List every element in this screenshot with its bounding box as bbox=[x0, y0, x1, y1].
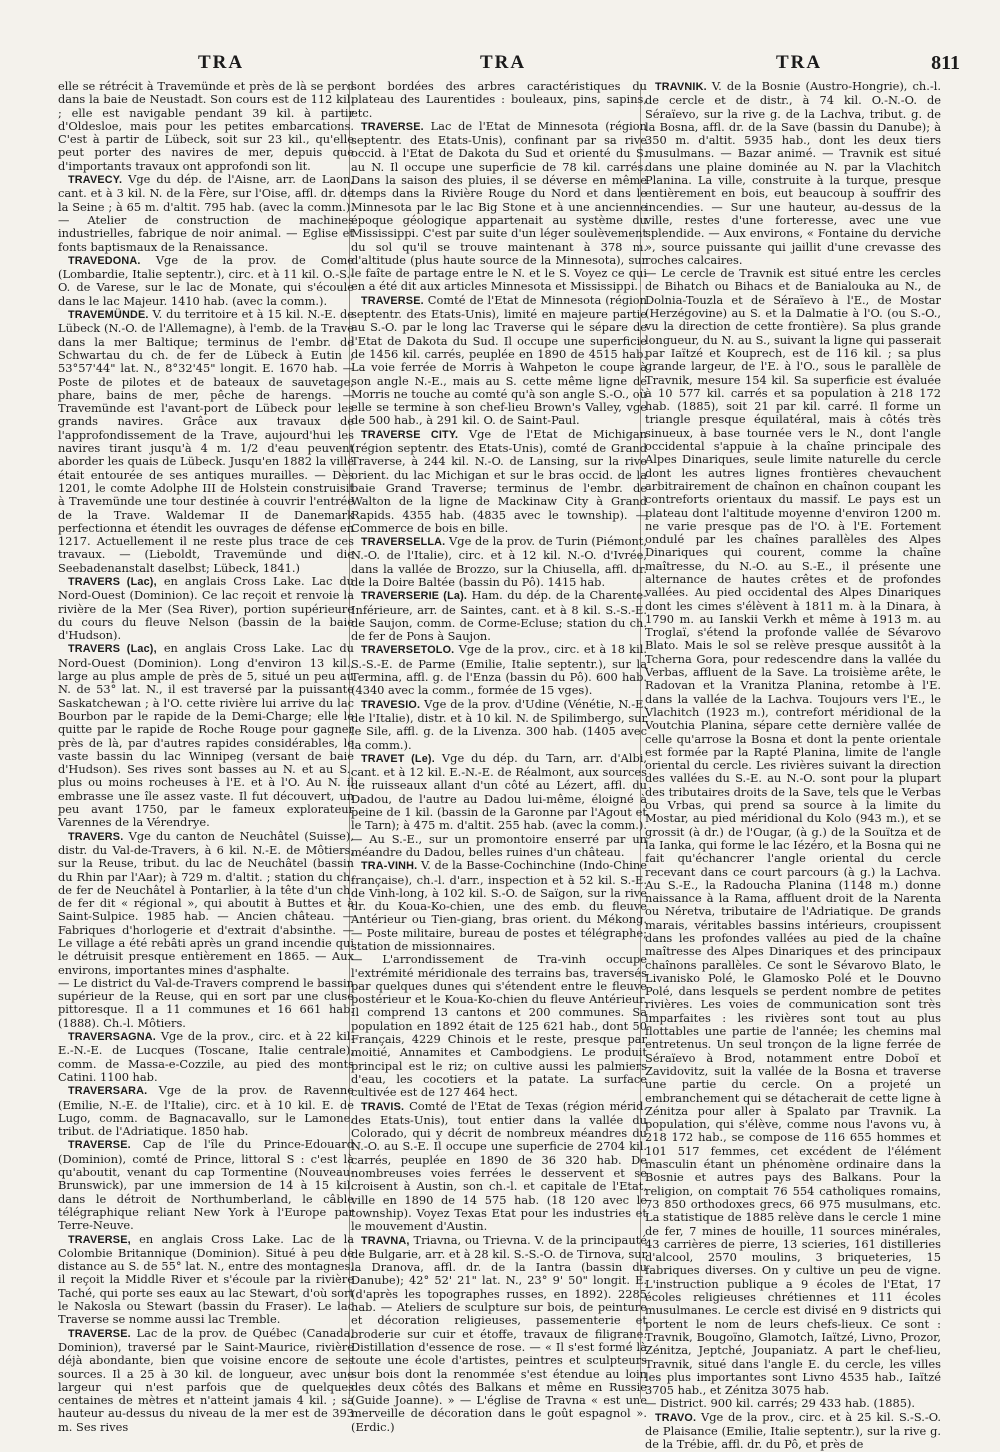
entry-headword: TRAVERS. bbox=[68, 830, 124, 843]
dictionary-entry bbox=[351, 294, 647, 428]
entry-text: elle se rétrécit à Travemünde et près de là se perd dans la baie de Neustadt. Son cours est de 112 kil. ; elle est navigable pendant 39 kil. à partir d'Oldesloe, mais pour les petites embarcations. C'est à partir de Lübeck, soit sur 23 kil., qu'elle peut porter des navires de mer, depuis que d'importants travaux ont approfondi son lit. bbox=[58, 79, 354, 173]
entry-text: Vge de la prov., circ. et à 25 kil. S.-S.-O. de Plaisance (Emilie, Italie septentr.), sur la rive g. de la Trébie, affl. dr. du Pô, et près de bbox=[645, 1409, 941, 1452]
dictionary-entry bbox=[58, 254, 354, 308]
entry-text: — Le cercle de Travnik est situé entre les cercles de Bihatch ou Bihacs et de Banialouka au N., de Dolnia-Touzla et de Séraïevo à l'E., de Mostar (Herzégovine) au S. et la Dalmatie à l'O. (ou S.-O., vu la direction de cette frontière). Sa plus grande longueur, du N. au S., suivant la ligne qui passerait par Iaïtzé et Kouprech, est de 116 kil. ; sa plus grande largeur, de l'E. à l'O., sous le parallèle de Travnik, mesure 154 kil. Sa superficie est évaluée à 10 577 kil. carrés et sa population à 218 172 hab. (1885), soit 21 par kil. carré. Il forme un triangle presque équilatéral, mais à côtés très sinueux, à base tournée vers le N., dont l'angle occidental s'appuie à la chaîne principale des Alpes Dinariques, seule limite naturelle du cercle dont les autres lignes frontières chevauchent arbitrairement de chaînon en chaînon coupant les contreforts orientaux du massif. Le pays est un plateau dont l'altitude moyenne d'environ 1200 m. ne varie presque pas de l'O. à l'E. Fortement ondulé par les chaînes parallèles des Alpes Dinariques qui courent, comme la chaîne maîtresse, du N.-O. au S.-E., il présente une alternance de hautes crêtes et de profondes vallées. Au pied occidental des Alpes Dinariques dont les cimes s'élèvent à 1811 m. à la Dinara, à 1790 m. au Ianskii Verkh et même à 1913 m. au Troglaï, s'étend la profonde vallée de Sévarovo Blato. Mais le sol se relève presque aussitôt à la Tcherna Gora, pour redescendre dans la vallée du Verbas, affluent de la Save. La troisième arête, le Radovan et la Vranitza Planina, retombe à l'E. dans la vallée de la Lachva. Toujours vers l'E., le Vlachitch (1923 m.), contrefort méridional de la Voutchia Planina, sépare cette dernière vallée de celle qu'arrose la Bosna et dont la pente orientale est formée par la Rapté Planina, limite de l'angle oriental du cercle. Les rivières suivant la direction des vallées du S.-E. au N.-O. sont pour la plupart des tributaires droits de la Save, tels que le Verbas ou Vrbas, qui prend sa source à la limite du Mostar, au pied méridional du Kolo (943 m.), et se grossit (à dr.) de l'Ougar, (à g.) de la Souïtza et de la Ianka, qui forme le lac Iézéro, et la Bosna qui ne fait qu'échancrer l'angle oriental du cercle recevant dans ce court parcours (à g.) la Lachva. Au S.-E., la Radoucha Planina (1148 m.) donne naissance à la Rama, affluent droit de la Narenta ou Néretva, tributaire de l'Adriatique. De grands marais, véritables bassins intérieurs, croupissent dans les profondes vallées au pied de la chaîne maîtresse des Alpes Dinariques et des principaux chaînons parallèles. Ce sont le Sévarovo Blato, le Livanisko Polé, le Glamosko Polé et le Douvno Polé, dans lesquels se perdent nombre de petites rivières. Les voies de communication sont très imparfaites : les rivières sont tout au plus flottables une partie de l'année; les chemins mal entretenus. Un seul tronçon de la ligne ferrée de Séraïevo à Brod, notamment entre Doboï et Zavidovitz, suit la vallée de la Bosna et traverse une partie du cercle. On a projeté un embranchement qui se détacherait de cette ligne à Zénitza pour aller à Spalato par Travnik. La population, qui s'élève, comme nous l'avons vu, à 218 172 hab., se compose de 116 655 hommes et 101 517 femmes, cet excédent de l'élément masculin étant un phénomène ordinaire dans la Bosnie et autres pays des Balkans. Pour la religion, on comptait 76 554 catholiques romains, 73 850 orthodoxes grecs, 66 975 musulmans, etc. La statistique de 1885 relève dans le cercle 1 mine de fer, 7 mines de houille, 11 sources minérales, 43 carrières de pierre, 13 scieries, 161 distilleries d'alcool, 2570 moulins, 3 briqueteries, 15 fabriques diverses. On y cultive un peu de vigne. L'instruction publique a 9 écoles de l'Etat, 17 écoles religieuses chrétiennes et 111 écoles musulmanes. Le cercle est divisé en 9 districts qui portent le nom de leurs chefs-lieux. Ce sont : Travnik, Bougoïno, Glamotch, Iaïtzé, Livno, Prozor, Zénitza, Jeptché, Joupaniatz. A part le chef-lieu, Travnik, situé dans l'angle E. du cercle, les villes les plus importantes sont Livno 4535 hab., Iaïtzé 3705 hab., et Zénitza 3075 hab. bbox=[645, 266, 941, 1398]
dictionary-entry bbox=[645, 1411, 941, 1452]
dictionary-entry bbox=[645, 80, 941, 267]
dictionary-entry bbox=[351, 1234, 647, 1434]
dictionary-entry bbox=[645, 1397, 941, 1410]
entry-headword: TRAVERSE. bbox=[68, 1327, 131, 1340]
dictionary-entry bbox=[351, 80, 647, 120]
dictionary-entry bbox=[351, 589, 647, 643]
dictionary-entry bbox=[58, 1084, 354, 1138]
entry-headword: TRAVIS. bbox=[361, 1100, 405, 1113]
entry-headword: TRAVEMÜNDE. bbox=[68, 309, 149, 322]
entry-headword: TRAVERSE. bbox=[68, 1139, 131, 1152]
dictionary-entry bbox=[351, 535, 647, 589]
entry-text: Triavna, ou Trievna. V. de la principauté de Bulgarie, arr. et à 28 kil. S.-S.-O. de Tirnova, sur la Dranova, affl. dr. de la Iantra (bassin du Danube); 42° 52' 21" lat. N., 23° 9' 50" longit. E. (d'après les topographes russes, en 1892). 2285 hab. — Ateliers de sculpture sur bois, de peinture et décoration religieuses, passementerie et broderie sur cuir et étoffe, travaux de filigrane. Distillation d'essence de rose. — « Il s'est formé là toute une école d'artistes, peintres et sculpteurs sur bois dont la renommée s'est étendue au loin des deux côtés des Balkans et même en Russie (Guide Joanne). » — L'église de Travna « est une merveille de décoration dans le goût espagnol ». (Erdic.) bbox=[351, 1232, 648, 1434]
entry-text: en anglais Cross Lake. Lac du Nord-Ouest (Dominion). Ce lac reçoit et renvoie la rivière de la Mer (Sea River), portion supérieure du cours du fleuve Nelson (bassin de la baie d'Hudson). bbox=[58, 573, 355, 643]
entry-headword: TRAVESIO. bbox=[361, 698, 421, 711]
entry-headword: TRAVERSE, bbox=[68, 1233, 131, 1246]
entry-text: Lac de l'Etat de Minnesota (région septentr. des Etats-Unis), confinant par sa rive occid. à l'Etat de Dakota du Sud et orienté du S. au N. Il occupe une superficie de 78 kil. carrés. Dans la saison des pluies, il se déverse en même temps dans la Rivière Rouge du Nord et dans le Minnesota par le lac Big Stone et à une ancienne époque géologique appartenait au système du Mississippi. C'est par suite d'un léger soulèvement du sol qu'il se trouve maintenant à 378 m. d'altitude (plus haute source de la Minnesota), sur le faîte de partage entre le N. et le S. Voyez ce qui en a été dit aux articles Minnesota et Mississippi. bbox=[351, 118, 647, 294]
entry-text: Vge de l'Etat de Michigan (région septentr. des Etats-Unis), comté de Grand Traverse, à 244 kil. N.-O. de Lansing, sur la rive orient. du lac Michigan et sur le bras occid. de la baie Grand Traverse; terminus de l'embr. de Walton de la ligne de Mackinaw City à Grand Rapids. 4355 hab. (4835 avec le township). — Commerce de bois en bille. bbox=[351, 426, 647, 535]
dictionary-entry bbox=[351, 752, 647, 859]
entry-headword: TRAVERSERIE (La). bbox=[361, 590, 468, 603]
entry-text: en anglais Cross Lake. Lac du Nord-Ouest (Dominion). Long d'environ 13 kil., large au plus ample de près de 5, situé un peu au N. de 53° lat. N., il est traversé par la puissante Saskatchewan ; à l'O. cette rivière lui arrive du lac Bourbon par le rapide de la Demi-Charge; elle le quitte par le rapide de Roche Rouge pour gagner près de là, par d'autres rapides considérables, le vaste bassin du lac Winnipeg (versant de baie d'Hudson). Ses rives sont basses au N. et au S., plus ou moins rocheuses à l'E. et à l'O. Au N. il embrasse une île assez vaste. Il fut découvert, un peu avant 1750, par le fameux explorateur Varennes de la Vérendrye. bbox=[58, 641, 355, 830]
dictionary-entry bbox=[58, 173, 354, 254]
page-number: 811 bbox=[931, 52, 960, 74]
entry-text: — Le district du Val-de-Travers comprend le bassin supérieur de la Reuse, qui en sort par une cluse pittoresque. Il a 11 communes et 16 661 hab. (1888). Ch.-l. Môtiers. bbox=[58, 975, 354, 1030]
entry-text: Vge de la prov. de Turin (Piémont, N.-O. de l'Italie), circ. et à 12 kil. N.-O. d'Ivrée, dans la vallée de Brozzo, sur la Chiusella, affl. dr. de la Doire Baltée (bassin du Pô). 1415 hab. bbox=[351, 534, 648, 589]
entry-text: en anglais Cross Lake. Lac de la Colombie Britannique (Dominion). Situé à peu de distance au S. de 55° lat. N., entre des montagnes, il reçoit la Middle River et s'écoule par la rivière Taché, qui porte ses eaux au lac Stewart, d'où sort le Nakosla ou Stewart (bassin du Fraser). Le lac Traverse se nomme aussi lac Tremble. bbox=[58, 1231, 355, 1327]
entry-text: V. de la Bosnie (Austro-Hongrie), ch.-l. de cercle et de distr., à 74 kil. O.-N.-O. de Séraïevo, sur la rive g. de la Lachva, tribut. g. de la Bosna, affl. dr. de la Save (bassin du Danube); à 350 m. d'altit. 5935 hab., dont les deux tiers musulmans. — Bazar animé. — Travnik est situé dans une plaine dominée au N. par la Vlachitch Planina. La ville, construite à la turque, presque entièrement en bois, eut beaucoup à souffrir des incendies. — Sur une hauteur, au-dessus de la ville, restes d'une forteresse, avec une vue splendide. — Aux environs, « Fontaine du derviche », source puissante qui jaillit d'une crevasse des roches calcaires. bbox=[645, 79, 941, 267]
entry-text: — District. 900 kil. carrés; 29 433 hab. (1885). bbox=[645, 1396, 916, 1411]
dictionary-entry bbox=[351, 859, 647, 953]
dictionary-entry bbox=[351, 643, 647, 697]
entry-headword: TRAVERS (Lac), bbox=[68, 575, 157, 588]
entry-headword: TRAVNA, bbox=[361, 1234, 410, 1247]
entry-headword: TRAVERSELLA. bbox=[361, 536, 446, 549]
dictionary-entry bbox=[351, 698, 647, 752]
dictionary-entry bbox=[58, 642, 354, 829]
entry-headword: TRAVERSE CITY. bbox=[361, 428, 459, 441]
entry-headword: TRAVO. bbox=[655, 1411, 697, 1424]
dictionary-entry bbox=[58, 830, 354, 977]
entry-text: Vge du dép. du Tarn, arr. d'Albi, cant. et à 12 kil. E.-N.-E. de Réalmont, aux sources de ruisseaux allant d'un côté au Lézert, affl. du Dadou, de l'autre au Dadou lui-même, éloigné à peine de 1 kil. (bassin de la Garonne par l'Agout et le Tarn); à 475 m. d'altit. 255 hab. (avec la comm.). — Au S.-E., sur un promontoire enserré par un méandre du Dadou, belles ruines d'un château. bbox=[351, 750, 648, 859]
entry-text: Vge de la prov., circ. et à 22 kil. E.-N.-E. de Lucques (Toscane, Italie centrale), comm. de Massa-e-Cozzile, au pied des monts Catini. 1100 hab. bbox=[58, 1029, 354, 1084]
entry-text: Vge du dép. de l'Aisne, arr. de Laon, cant. et à 3 kil. N. de la Fère, sur l'Oise, affl. dr. de la Seine ; à 65 m. d'altit. 795 hab. (avec la comm.). — Atelier de construction de machines industrielles, fabrique de noir animal. — Eglise et fonts baptismaux de la Renaissance. bbox=[58, 172, 354, 254]
entry-text: Lac de la prov. de Québec (Canada, Dominion), traversé par le Saint-Maurice, rivière déjà abondante, bien que voisine encore de ses sources. Il a 25 à 30 kil. de longueur, avec une largeur qui n'est parfois que de quelques centaines de mètres et n'atteint jamais 4 kil. ; sa hauteur au-dessus du niveau de la mer est de 393 m. Ses rives bbox=[58, 1325, 354, 1434]
entry-text: Vge de la prov., circ. et à 18 kil. S.-S.-E. de Parme (Emilie, Italie septentr.), sur la Termina, affl. g. de l'Enza (bassin du Pô). 600 hab. (4340 avec la comm., formée de 15 vges). bbox=[351, 642, 647, 698]
text-column-2 bbox=[351, 79, 648, 1434]
entry-headword: TRAVERS (Lac), bbox=[68, 643, 157, 656]
entry-text: Vge de la prov. de Come (Lombardie, Italie septentr.), circ. et à 11 kil. O.-S.-O. de Varese, sur le lac de Monate, qui s'écoule dans le lac Majeur. 1410 hab. (avec la comm.). bbox=[58, 252, 355, 308]
entry-headword: TRAVERSARA. bbox=[68, 1085, 148, 1098]
entry-headword: TRAVERSETOLO. bbox=[361, 644, 455, 657]
dictionary-entry bbox=[351, 953, 647, 1099]
dictionary-entry bbox=[58, 1327, 354, 1434]
header-center-guideword: TRA bbox=[480, 52, 527, 73]
entry-text: Comté de l'Etat de Texas (région mérid. des Etats-Unis), tout entier dans la vallée du Colorado, qui y décrit de nombreux méandres du N.-O. au S.-E. Il occupe une superficie de 2704 kil. carrés, peuplée en 1890 de 36 320 hab. De nombreuses voies ferrées le desservent et se croisent à Austin, son ch.-l. et capitale de l'Etat, ville en 1890 de 14 575 hab. (18 120 avec le township). Voyez Texas Etat pour les industries et le mouvement d'Austin. bbox=[351, 1098, 647, 1234]
header-left-guideword: TRA bbox=[198, 52, 245, 73]
dictionary-entry bbox=[58, 1233, 354, 1327]
dictionary-entry bbox=[58, 575, 354, 642]
entry-text: sont bordées des arbres caractéristiques du plateau des Laurentides : bouleaux, pins, sapins, etc. bbox=[351, 79, 647, 120]
dictionary-entry bbox=[351, 428, 647, 535]
entry-text: V. du territoire et à 15 kil. N.-E. de Lübeck (N.-O. de l'Allemagne), à l'emb. de la Trave dans la mer Baltique; terminus de l'embr. de Schwartau du ch. de fer de Lübeck à Eutin ; 53°57'44" lat. N., 8°32'45" longit. E. 1670 hab. — Poste de pilotes et de bateaux de sauvetage, phare, bains de mer, pêche de harengs. — Travemünde est l'avant-port de Lübeck pour les grands navires. Grâce aux travaux de l'approfondissement de la Trave, aujourd'hui les navires tirant jusqu'à 4 m. 1/2 d'eau peuvent aborder les quais de Lübeck. Jusqu'en 1882 la ville était entourée de ses antiques murailles. — Dès 1201, le comte Adolphe III de Holstein construisit à Travemünde une tour destinée à couvrir l'entrée de la Trave. Waldemar II de Danemark perfectionna et étendit les ouvrages de défense en 1217. Actuellement il ne reste plus trace de ces travaux. — (Lieboldt, Travemünde und die Seebadenanstalt daselbst; Lübeck, 1841.) bbox=[58, 307, 354, 575]
dictionary-entry bbox=[351, 1100, 647, 1234]
dictionary-entry bbox=[351, 120, 647, 294]
entry-text: Vge de la prov. d'Udine (Vénétie, N.-E. de l'Italie), distr. et à 10 kil. N. de Spilimbergo, sur le Sile, affl. g. de la Livenza. 300 hab. (1405 avec la comm.). bbox=[351, 696, 647, 752]
entry-headword: TRA-VINH. bbox=[361, 860, 418, 873]
entry-headword: TRAVERSAGNA. bbox=[68, 1031, 156, 1044]
dictionary-entry bbox=[58, 308, 354, 575]
entry-text: Vge du canton de Neuchâtel (Suisse), distr. du Val-de-Travers, à 6 kil. N.-E. de Môtiers, sur la Reuse, tribut. du lac de Neuchâtel (bassin du Rhin par l'Aar); à 729 m. d'altit. ; station du ch. de fer de Neuchâtel à Pontarlier, à la tête d'un ch. de fer dit « régional », qui aboutit à Buttes et à Saint-Sulpice. 1985 hab. — Ancien château. — Fabriques d'horlogerie et d'extrait d'absinthe. — Le village a été rebâti après un grand incendie qui le détruisit presque entièrement en 1865. — Aux environs, importantes mines d'asphalte. bbox=[58, 828, 354, 977]
text-column-1 bbox=[58, 79, 355, 1434]
entry-text: Ham. du dép. de la Charente-Inférieure, arr. de Saintes, cant. et à 8 kil. S.-S.-E. de Saujon, comm. de Corme-Ecluse; station du ch. de fer de Pons à Saujon. bbox=[351, 588, 647, 644]
dictionary-entry bbox=[645, 267, 941, 1397]
text-column-3 bbox=[645, 79, 941, 1452]
entry-headword: TRAVET (Le). bbox=[361, 752, 435, 765]
entry-headword: TRAVERSE. bbox=[361, 120, 424, 133]
entry-text: Comté de l'Etat de Minnesota (région septentr. des Etats-Unis), limité en majeure partie au S.-O. par le long lac Traverse qui le sépare de l'Etat de Dakota du Sud. Il occupe une superficie de 1456 kil. carrés, peuplée en 1890 de 4515 hab. La voie ferrée de Morris à Wahpeton le coupe à son angle N.-E., mais au S. cette même ligne de Morris ne touche au comté qu'à son angle S.-O., où elle se termine à son chef-lieu Brown's Valley, vge de 500 hab., à 291 kil. O. de Saint-Paul. bbox=[351, 292, 647, 428]
entry-headword: TRAVERSE. bbox=[361, 294, 424, 307]
entry-headword: TRAVEDONA. bbox=[68, 254, 141, 267]
entry-headword: TRAVECY. bbox=[68, 174, 123, 187]
header-right-guideword: TRA bbox=[776, 52, 823, 73]
dictionary-entry bbox=[58, 1138, 354, 1232]
entry-headword: TRAVNIK. bbox=[655, 81, 707, 93]
running-header bbox=[40, 52, 960, 82]
dictionary-entry bbox=[58, 1030, 354, 1084]
dictionary-entry bbox=[58, 80, 354, 173]
entry-text: V. de la Basse-Cochinchine (Indo-Chine française), ch.-l. d'arr., inspection et à 52 kil. S.-E. de Vinh-long, à 102 kil. S.-O. de Saïgon, sur la rive dr. du Koua-Ko-chien, une des emb. du fleuve Antérieur ou Tien-giang, bras orient. du Mékong. — Poste militaire, bureau de postes et télégraphe; station de missionnaires. bbox=[351, 858, 648, 953]
entry-text: — L'arrondissement de Tra-vinh occupe l'extrémité méridionale des terrains bas, traversés par quelques dunes qui s'étendent entre le fleuve postérieur et le Koua-Ko-chien du fleuve Antérieur. Il comprend 13 cantons et 200 communes. Sa population en 1892 était de 125 621 hab., dont 50 Français, 4229 Chinois et le reste, presque par moitié, Annamites et Cambodgiens. Le produit principal est le riz; on cultive aussi les palmiers d'eau, les cocotiers et la patate. La surface cultivée est de 127 464 hect. bbox=[351, 952, 647, 1100]
entry-text: Cap de l'île du Prince-Edouard (Dominion), comté de Prince, littoral S : c'est là qu'aboutit, venant du cap Tormentine (Nouveau-Brunswick), par une immersion de 14 à 15 kil. dans le détroit de Northumberland, le câble télégraphique reliant New York à l'Europe par Terre-Neuve. bbox=[58, 1137, 354, 1233]
dictionary-entry bbox=[58, 977, 354, 1030]
entry-text: Vge de la prov. de Ravenne (Emilie, N.-E. de l'Italie), circ. et à 10 kil. E. de Lugo, comm. de Bagnacavallo, sur le Lamone, tribut. de l'Adriatique. 1850 hab. bbox=[58, 1083, 354, 1139]
